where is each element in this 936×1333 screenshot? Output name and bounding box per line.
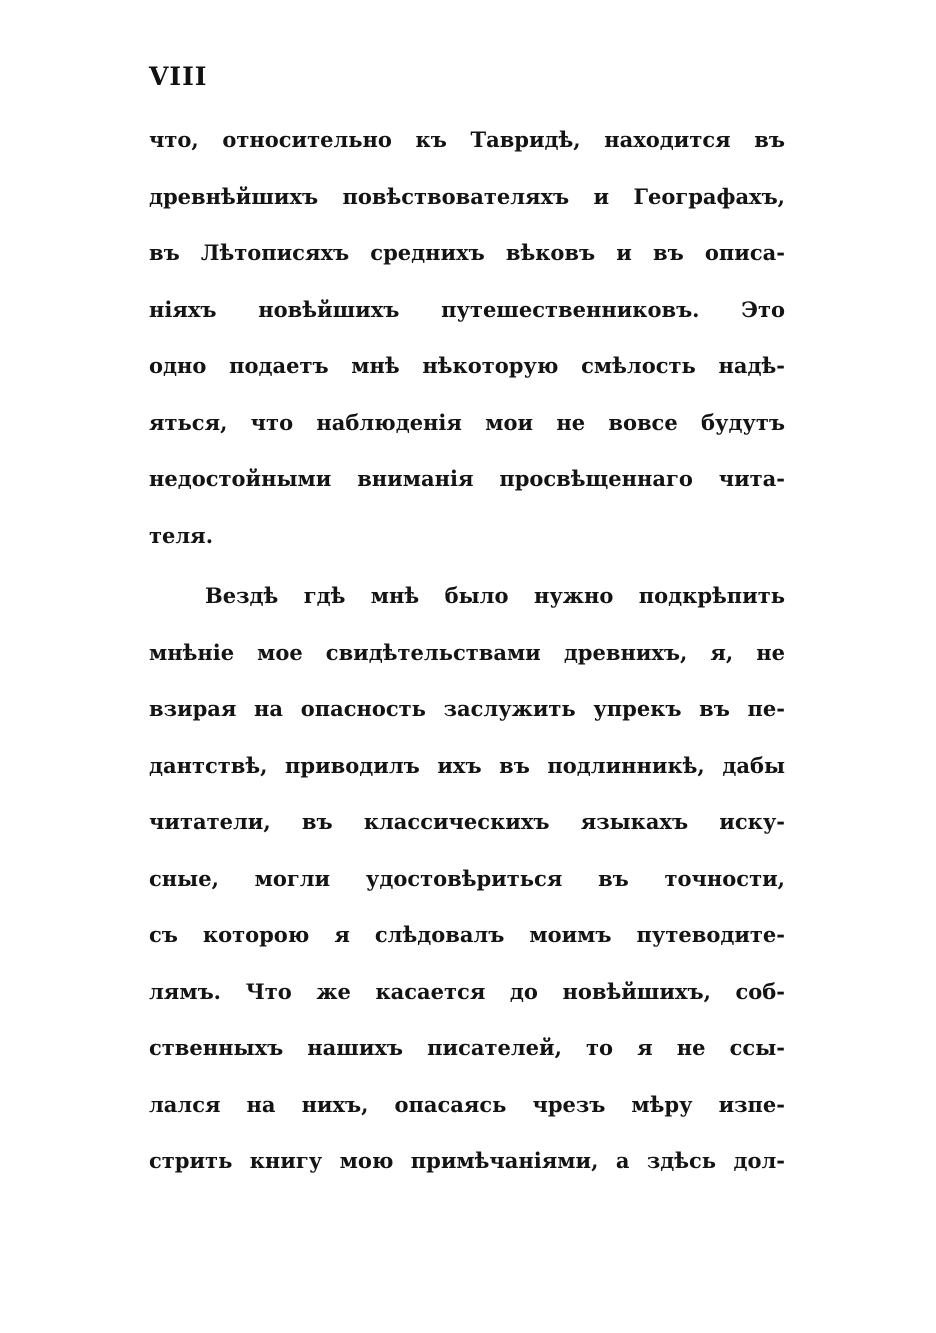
- text-line: лямъ. Что же касается до новѣйшихъ, соб-: [149, 978, 785, 1004]
- text-line: лался на нихъ, опасаясь чрезъ мѣру изпе-: [149, 1091, 785, 1117]
- text-line: что, относительно къ Тавридѣ, находится въ: [149, 127, 785, 152]
- text-line: стрить книгу мою примѣчаніями, а здѣсь дол-: [149, 1148, 785, 1173]
- text-line: мнѣніе мое свидѣтельствами древнихъ, я, не: [149, 639, 785, 665]
- text-line: дантствѣ, приводилъ ихъ въ подлинникѣ, дабы: [149, 752, 785, 778]
- text-line: сные, могли удостовѣриться въ точности,: [149, 865, 785, 891]
- text-line: древнѣйшихъ повѣствователяхъ и Географахъ,: [149, 183, 785, 209]
- text-line: взирая на опасность заслужить упрекъ въ пе-: [149, 696, 785, 721]
- body-text: [149, 118, 785, 1196]
- text-line: яться, что наблюденія мои не вовсе будутъ: [149, 409, 785, 435]
- text-line: ніяхъ новѣйшихъ путешественниковъ. Это: [149, 296, 785, 322]
- text-line: ственныхъ нашихъ писателей, то я не ссы-: [149, 1035, 785, 1060]
- text-line: Вездѣ гдѣ мнѣ было нужно подкрѣпить: [205, 583, 785, 608]
- text-line: читатели, въ классическихъ языкахъ иску-: [149, 809, 785, 834]
- paragraph: [149, 574, 785, 1196]
- text-line: одно подаетъ мнѣ нѣкоторую смѣлость надѣ-: [149, 353, 785, 378]
- text-line: теля.: [149, 522, 214, 548]
- page-number: VIII: [149, 62, 208, 91]
- text-line: съ которою я слѣдовалъ моимъ путеводите-: [149, 922, 785, 947]
- paragraph: [149, 118, 785, 570]
- text-line: недостойными вниманія просвѣщеннаго чита-: [149, 466, 785, 491]
- text-line: въ Лѣтописяхъ среднихъ вѣковъ и въ описа-: [149, 240, 785, 265]
